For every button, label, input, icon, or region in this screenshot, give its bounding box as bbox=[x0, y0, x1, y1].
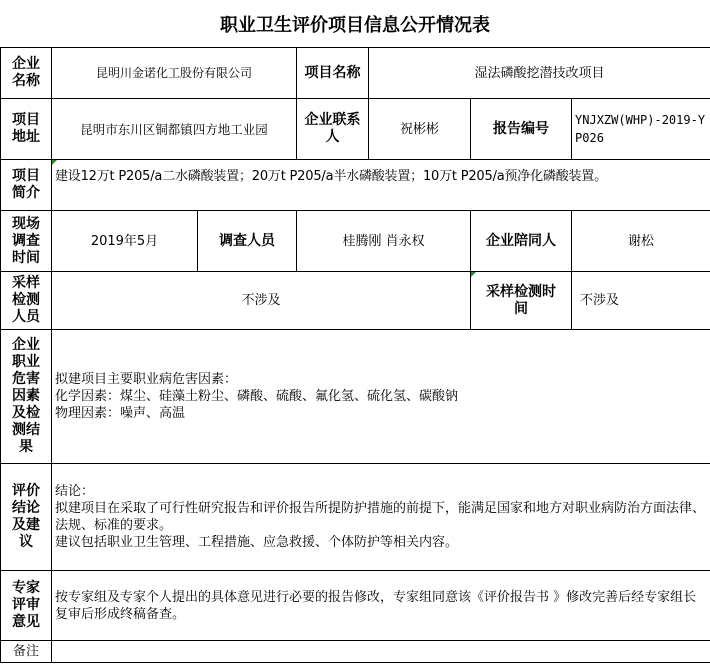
evaluation-value bbox=[52, 464, 710, 571]
remark-label: 备注 bbox=[1, 641, 52, 663]
table-row bbox=[1, 571, 710, 641]
contact-person-value: 祝彬彬 bbox=[369, 99, 471, 160]
companion-label: 企业陪同人 bbox=[471, 211, 572, 272]
table-row bbox=[1, 99, 710, 160]
project-name-label: 项目名称 bbox=[297, 48, 369, 99]
hazard-factors-label: 企业 职业 危害 因素 及检 测结 果 bbox=[1, 330, 52, 464]
sampler-value: 不涉及 bbox=[52, 272, 471, 330]
surveyor-label: 调查人员 bbox=[198, 211, 297, 272]
remark-value bbox=[52, 641, 710, 663]
company-name-label: 企业 名称 bbox=[1, 48, 52, 99]
surveyor-value: 桂腾刚 肖永权 bbox=[297, 211, 471, 272]
hazard-line: 化学因素：煤尘、硅藻土粉尘、磷酸、硫酸、氟化氢、硫化氢、碳酸钠 bbox=[55, 389, 459, 404]
sample-time-label: 采样检测时 间 bbox=[471, 272, 572, 330]
expert-opinion-value: 按专家组及专家个人提出的具体意见进行必要的报告修改，专家组同意该《评价报告书 》修改完善后经专家组长复审后形成终稿备查。 bbox=[52, 571, 710, 641]
companion-value: 谢松 bbox=[572, 211, 710, 272]
project-address-label: 项目 地址 bbox=[1, 99, 52, 160]
hazard-factors-value bbox=[52, 330, 710, 464]
report-number-label: 报告编号 bbox=[471, 99, 572, 160]
table-row bbox=[1, 211, 710, 272]
project-name-value: 湿法磷酸挖潜技改项目 bbox=[369, 48, 710, 99]
survey-time-value: 2019年5月 bbox=[52, 211, 198, 272]
survey-time-label: 现场 调查 时间 bbox=[1, 211, 52, 272]
sample-time-value: 不涉及 bbox=[572, 272, 710, 330]
evaluation-line: 拟建项目在采取了可行性研究报告和评价报告所提防护措施的前提下，能满足国家和地方对职业病防治方面法律、法规、标准的要求。 bbox=[55, 501, 706, 533]
table-row bbox=[1, 48, 710, 99]
evaluation-line: 结论： bbox=[55, 484, 95, 499]
table-row bbox=[1, 330, 710, 464]
page-title: 职业卫生评价项目信息公开情况表 bbox=[220, 14, 490, 36]
contact-person-label: 企业联系 人 bbox=[297, 99, 369, 160]
sampler-label: 采样 检测 人员 bbox=[1, 272, 52, 330]
project-intro-value: 建设12万t P205/a二水磷酸装置；20万t P205/a半水磷酸装置；10万t P205/a预净化磷酸装置。 bbox=[52, 160, 710, 211]
evaluation-line: 建议包括职业卫生管理、工程措施、应急救援、个体防护等相关内容。 bbox=[55, 535, 459, 550]
table-row bbox=[1, 464, 710, 571]
project-address-value: 昆明市东川区铜都镇四方地工业园 bbox=[52, 99, 297, 160]
table-row bbox=[1, 272, 710, 330]
expert-opinion-label: 专家 评审 意见 bbox=[1, 571, 52, 641]
report-number-value: YNJXZW(WHP)-2019-YP026 bbox=[572, 99, 710, 160]
project-intro-label: 项目 简介 bbox=[1, 160, 52, 211]
evaluation-label: 评价 结论 及建 议 bbox=[1, 464, 52, 571]
info-table bbox=[0, 47, 710, 663]
table-row bbox=[1, 641, 710, 663]
hazard-line: 拟建项目主要职业病危害因素： bbox=[55, 372, 238, 387]
table-row bbox=[1, 160, 710, 211]
hazard-line: 物理因素：噪声、高温 bbox=[55, 406, 186, 421]
company-name-value: 昆明川金诺化工股份有限公司 bbox=[52, 48, 297, 99]
